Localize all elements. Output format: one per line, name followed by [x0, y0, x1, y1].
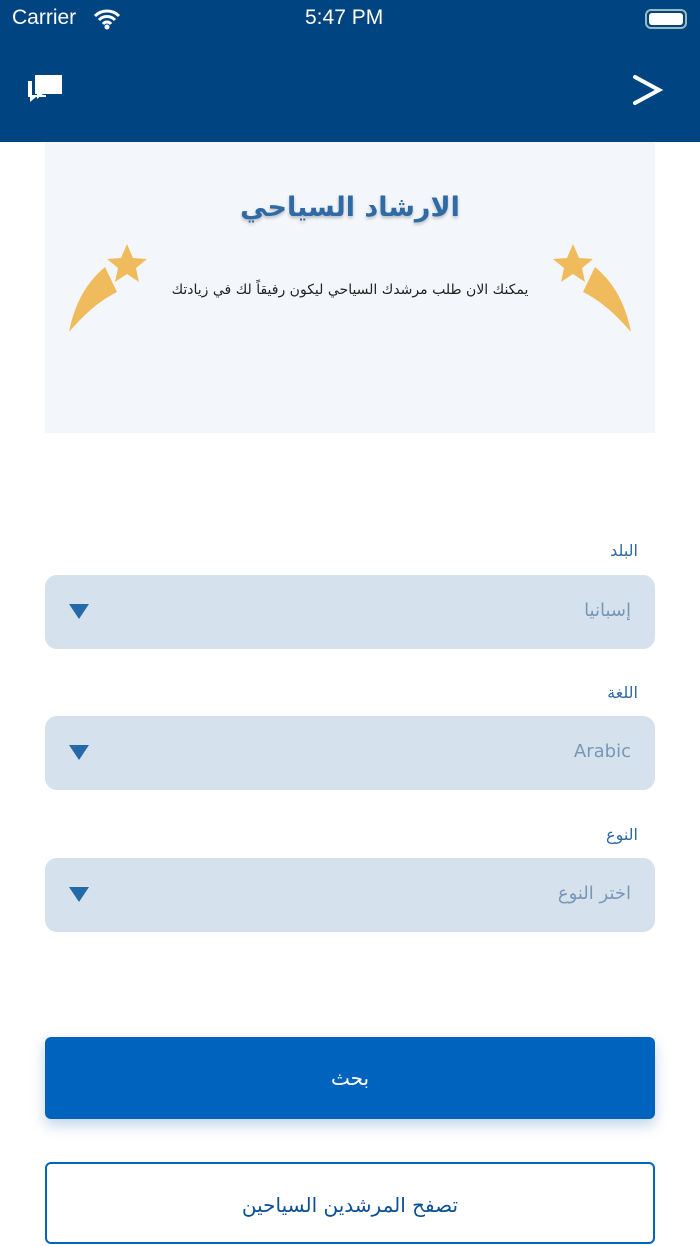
banner-subtitle: يمكنك الان طلب مرشدك السياحي ليكون رفيقاً لك في زيادتك [171, 282, 529, 298]
dropdown-arrow-icon [69, 745, 89, 760]
country-value: إسبانيا [584, 600, 631, 621]
chat-bubbles-icon[interactable] [26, 73, 64, 105]
country-select[interactable] [45, 575, 655, 649]
time-label: 5:47 PM [305, 6, 384, 29]
type-select[interactable] [45, 858, 655, 932]
dropdown-arrow-icon [69, 887, 89, 902]
language-label: اللغة [607, 683, 638, 702]
carrier-label: Carrier [12, 6, 77, 29]
nav-bar [0, 0, 700, 142]
banner-title: الارشاد السياحي [240, 192, 460, 223]
type-placeholder: اختر النوع [557, 883, 631, 904]
country-label: البلد [610, 541, 638, 560]
language-select[interactable] [45, 716, 655, 790]
search-button[interactable]: بحث [45, 1037, 655, 1119]
dropdown-arrow-icon [69, 604, 89, 619]
guide-banner [45, 142, 655, 433]
star-decoration-icon [551, 242, 633, 334]
star-decoration-icon [67, 242, 149, 334]
wifi-icon [93, 8, 121, 30]
battery-icon [645, 9, 687, 29]
browse-guides-button[interactable]: تصفح المرشدين السياحين [45, 1162, 655, 1244]
language-value: Arabic [573, 741, 631, 762]
type-label: النوع [606, 825, 638, 844]
chevron-right-icon[interactable] [630, 73, 664, 107]
